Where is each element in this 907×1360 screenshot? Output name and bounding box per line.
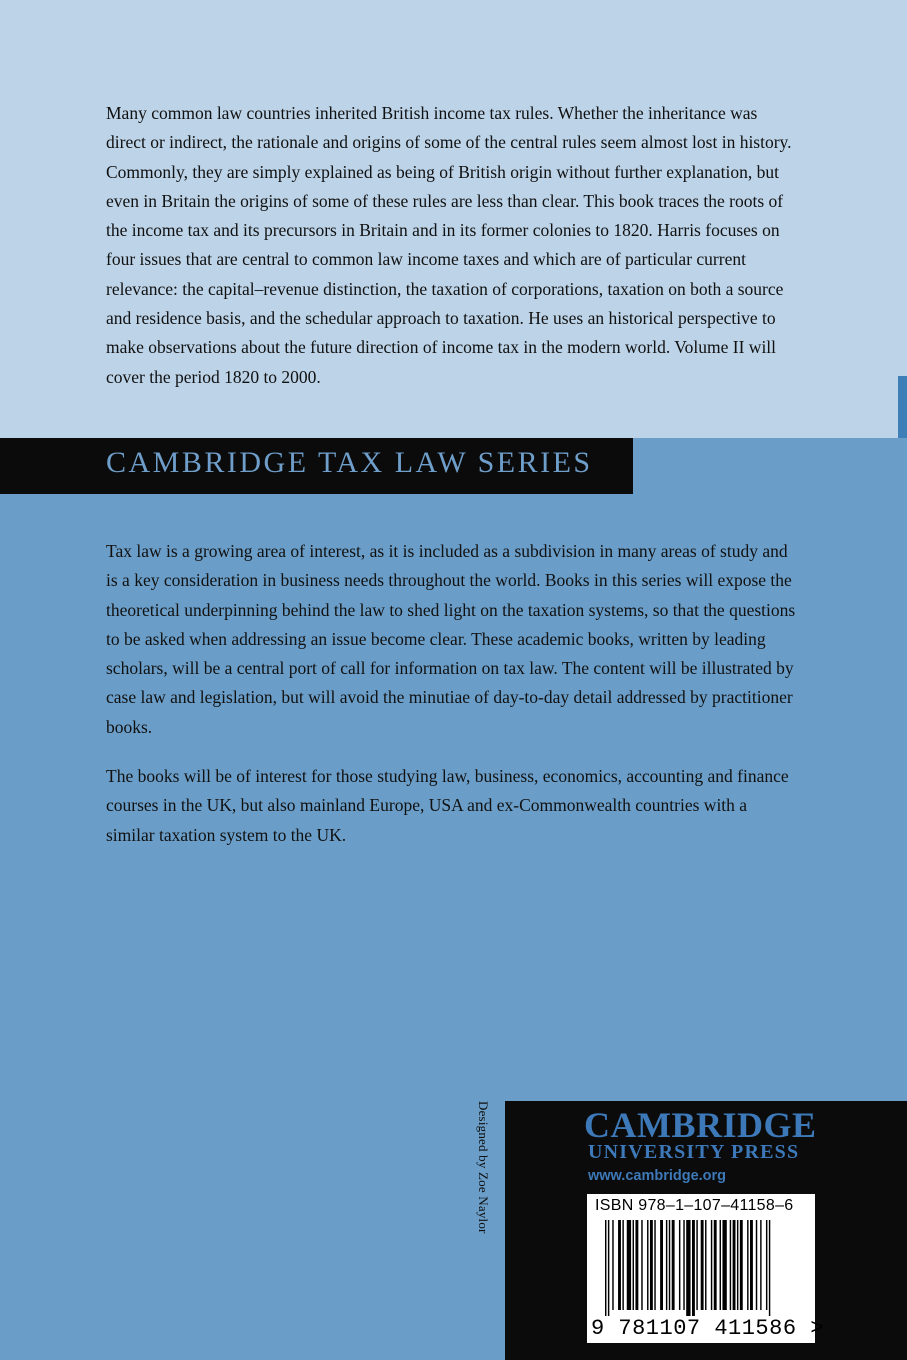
barcode-bar [635, 1220, 638, 1310]
isbn-label: ISBN 978–1–107–41158–6 [595, 1197, 794, 1214]
barcode-bar [737, 1220, 738, 1310]
barcode-bar [696, 1220, 697, 1310]
barcode-bar [654, 1220, 655, 1310]
barcode-bar [705, 1220, 706, 1310]
barcode-bar [666, 1220, 667, 1310]
barcode-bar [622, 1220, 623, 1310]
series-description-paragraph: Tax law is a growing area of interest, as it is included as a subdivision in many areas of study and is a key consideration in business needs throughout the world. Books in this series will expose the theoretical underpinning behind the law to shed light on the taxation systems, so that the questions to be asked when addressing an issue become clear. These academic books, written by leading scholars, will be a central port of call for information on tax law. The content will be illustrated by case law and legislation, but will avoid the minutiae of day-to-day detail addressed by practitioner books. [106, 541, 796, 737]
barcode-bar [608, 1220, 609, 1316]
barcode-bar [641, 1220, 642, 1310]
series-audience-paragraph: The books will be of interest for those studying law, business, economics, accounting and finance courses in the UK, but also mainland Europe, USA and ex-Commonwealth countries with a similar taxation system to the UK. [106, 766, 789, 845]
edge-color-mark [898, 376, 907, 438]
series-title: CAMBRIDGE TAX LAW SERIES [106, 446, 593, 479]
barcode-bar [756, 1220, 757, 1310]
barcode-bar [683, 1220, 684, 1310]
barcode-bar [647, 1220, 648, 1310]
barcode-bar [633, 1220, 634, 1310]
publisher-name: CAMBRIDGE [584, 1105, 817, 1145]
publisher-subname: UNIVERSITY PRESS [588, 1141, 800, 1163]
designer-credit: Designed by Zoe Naylor [476, 1101, 491, 1234]
barcode-bar [660, 1220, 663, 1310]
barcode-bar [618, 1220, 621, 1310]
barcode-bar [701, 1220, 704, 1310]
barcode-digits: 9 781107 411586 > [591, 1316, 824, 1341]
barcode-bar [672, 1220, 675, 1310]
barcode-bar [627, 1220, 631, 1310]
barcode-bar [605, 1220, 606, 1316]
barcode-bar [669, 1220, 670, 1310]
barcode-bar [714, 1220, 717, 1310]
barcode-bar [769, 1220, 770, 1316]
barcode-bar [766, 1220, 767, 1310]
barcode-bar [750, 1220, 753, 1310]
barcode-bar [720, 1220, 721, 1310]
publisher-url: www.cambridge.org [588, 1168, 727, 1184]
barcode-icon [591, 1220, 811, 1316]
barcode-bar [722, 1220, 726, 1310]
barcode-bar [760, 1220, 761, 1310]
barcode-bar [612, 1220, 613, 1310]
barcode-bar [686, 1220, 690, 1316]
isbn-barcode-box [587, 1194, 824, 1343]
barcode-bar [730, 1220, 731, 1310]
barcode-bar [692, 1220, 695, 1316]
barcode-bar [747, 1220, 748, 1310]
barcode-bar [740, 1220, 743, 1310]
barcode-bar [711, 1220, 712, 1310]
barcode-bar [679, 1220, 680, 1310]
barcode-bar [650, 1220, 653, 1310]
book-blurb: Many common law countries inherited British income tax rules. Whether the inheritance was direct or indirect, the rationale and origins of some of the central rules seem almost lost in history. Commonly, they are simply explained as being of British origin without further explanation, but even in Britain the origins of some of these rules are less than clear. This book traces the roots of the income tax and its precursors in Britain and in its former colonies to 1820. Harris focuses on four issues that are central to common law income taxes and which are of particular current relevance: the capital–revenue distinction, the taxation of corporations, taxation on both a source and residence basis, and the schedular approach to taxation. He uses an historical perspective to make observations about the future direction of income tax in the modern world. Volume II will cover the period 1820 to 2000. [106, 103, 792, 387]
barcode-bar [733, 1220, 736, 1310]
